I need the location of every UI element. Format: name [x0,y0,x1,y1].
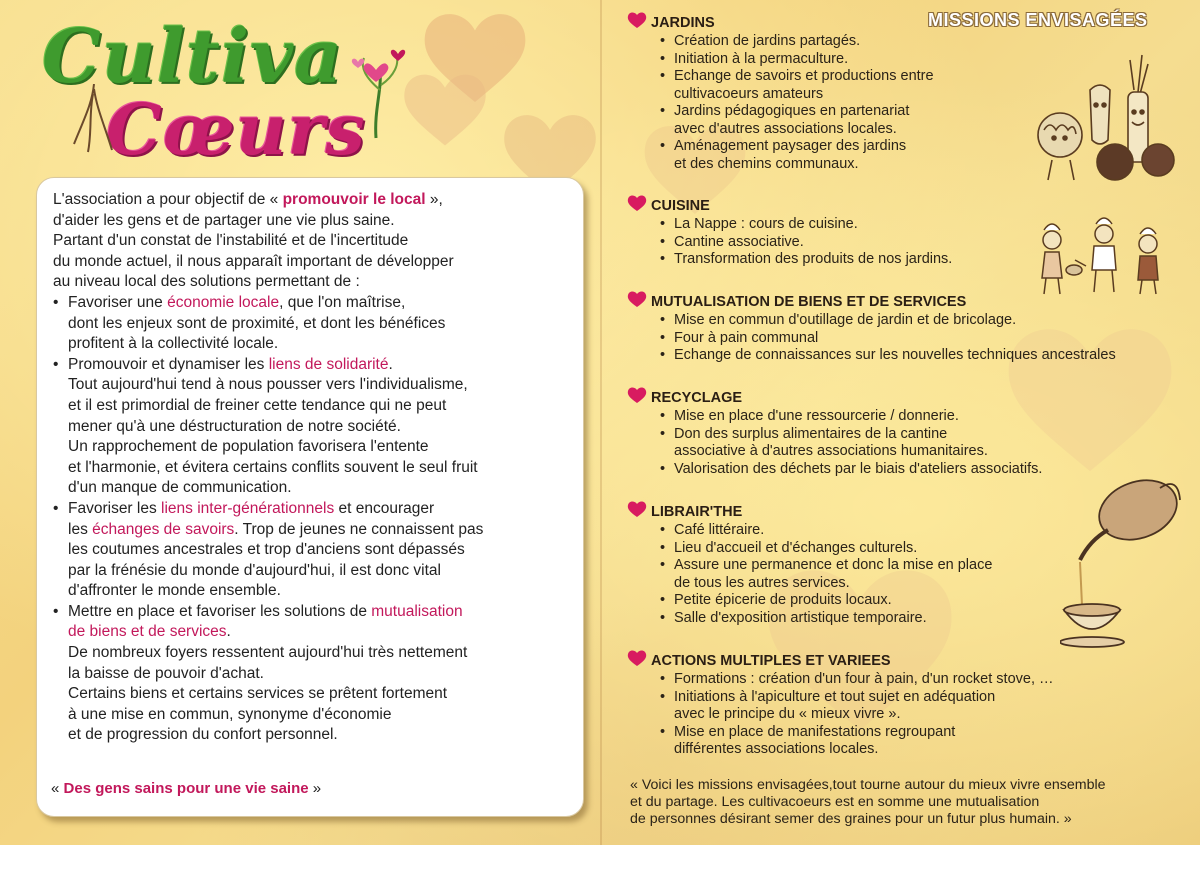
teapot-illustration [1060,470,1190,650]
list-item: • Mise en place d'une ressourcerie / donnerie. [660,408,1042,426]
cooks-illustration [1030,210,1170,296]
list-item: • Initiations à l'apiculture et tout sujet en adéquation avec le principe du « mieux vivre ». [660,689,1054,724]
slogan: « Des gens sains pour une vie saine » [51,780,322,798]
logo-word-cultiva: Cultiva [42,14,344,100]
section-jardins [626,14,934,173]
section-title: ACTIONS MULTIPLES ET VARIEES [651,653,891,669]
list-item: • Cantine associative. [660,234,952,252]
roots-icon [64,84,124,154]
heart-bullet-icon [626,385,648,405]
page-fold [600,0,602,845]
list-item: • Four à pain communal [660,330,1116,348]
list-item: • Echange de connaissances sur les nouvelles techniques ancestrales [660,347,1116,365]
highlight-echanges-savoirs: échanges de savoirs [92,520,235,538]
list-item: • Petite épicerie de produits locaux. [660,592,992,610]
heart-bullet-icon [626,193,648,213]
highlight-biens-services: de biens et de services [68,623,227,641]
section-recyclage [626,389,1042,478]
list-item: • Echange de savoirs et productions entre cultivacoeurs amateurs [660,68,934,103]
intro-line: L'association a pour objectif de « promouvoir le local », [53,191,443,208]
slogan-text: Des gens sains pour une vie saine [63,780,309,798]
logo-word-coeurs: Cœurs [106,88,366,171]
bullet-liens-solidarite: • Promouvoir et dynamiser les liens de solidarité. [53,355,393,373]
section-cuisine [626,197,952,269]
intro-text-box: L'association a pour objectif de « promouvoir le local », d'aider les gens et de partager une vie plus saine. Partant d'un constat de l'instabilité et de l'incertitude du monde actuel, il nous apparaît important de développer au niveau local des solutions permettant de : • Favoriser une économie locale, que l'on maîtrise, dont les enjeux sont de proximité, et dont les bénéfices profitent à la collectivité locale. • Promouvoir et dynamiser les liens de solidarité. Tout aujourd'hui tend à nous pousser vers l'individualisme, et il est primordial de freiner cette tendance qui ne peut mener qu'à une déstructuration de notre société. Un rapprochement de population favorisera l'entente et l'harmonie, et évitera certains conflits souvent le seul fruit d'un manque de communication. • Favoriser les liens inter-générationnels et encourager les échanges de savoirs. Trop de jeunes ne connaissent pas les coutumes ancestrales et trop d'anciens sont dépassés par la frénésie du monde d'aujourd'hui, il est donc vital d'affronter le monde ensemble. • Mettre en place et favoriser les solutions de mutualisation de biens et de services. De nombreux foyers ressentent aujourd'hui très nettement la baisse de pouvoir d'achat. Certains biens et certains services se prêtent fortement à une mise en commun, synonyme d'économie et de progression du confort personnel. « Des gens sains pour une vie saine » [36,177,584,817]
list-item: • Initiation à la permaculture. [660,51,934,69]
bullet-economie-locale: • Favoriser une économie locale, que l'on maîtrise, [53,293,406,311]
section-title: JARDINS [651,15,715,31]
list-item: • La Nappe : cours de cuisine. [660,216,952,234]
list-item: • Formations : création d'un four à pain, d'un rocket stove, … [660,671,1054,689]
section-title: MUTUALISATION DE BIENS ET DE SERVICES [651,294,967,310]
highlight-mutualisation: mutualisation [371,602,463,620]
highlight-promouvoir-local: promouvoir le local [282,191,426,208]
list-item: • Assure une permanence et donc la mise en place de tous les autres services. [660,557,992,592]
heart-bullet-icon [626,10,648,30]
vegetables-illustration [1030,50,1180,190]
list-item: • Transformation des produits de nos jardins. [660,251,952,269]
section-librairthe [626,503,992,627]
bullet-liens-intergenerationnels: • Favoriser les liens inter-générationnels et encourager [53,499,435,517]
sprout-heart-icon [346,40,416,140]
highlight-liens-solidarite: liens de solidarité [268,355,389,373]
missions-title: MISSIONS ENVISAGÉES [928,10,1148,30]
highlight-economie-locale: économie locale [167,293,280,311]
section-mutualisation [626,293,1116,365]
heart-bullet-icon [626,648,648,668]
intro-line: Partant d'un constat de l'instabilité et de l'incertitude [53,232,409,250]
closing-quote: « Voici les missions envisagées,tout tourne autour du mieux vivre ensemble et du partage. Les cultivacoeurs est en somme une mutualisation de personnes désirant semer des graines pour un futur plus humain. » [630,777,1106,827]
heart-bullet-icon [626,289,648,309]
highlight-liens-intergenerationnels: liens inter-générationnels [161,499,335,517]
section-title: LIBRAIR'THE [651,504,743,520]
intro-line: d'aider les gens et de partager une vie plus saine. [53,211,395,229]
list-item: • Aménagement paysager des jardins et des chemins communaux. [660,138,934,173]
logo [28,14,408,174]
section-title: RECYCLAGE [651,390,743,406]
list-item: • Jardins pédagogiques en partenariat avec d'autres associations locales. [660,103,934,138]
bullet-mutualisation: • Mettre en place et favoriser les solutions de mutualisation [53,602,463,620]
list-item: • Don des surplus alimentaires de la cantine associative à d'autres associations humanitaires. [660,426,1042,461]
list-item: • Salle d'exposition artistique temporaire. [660,610,992,628]
section-title: CUISINE [651,198,710,214]
list-item: • Création de jardins partagés. [660,33,934,51]
list-item: • Lieu d'accueil et d'échanges culturels. [660,540,992,558]
list-item: • Mise en place de manifestations regroupant différentes associations locales. [660,724,1054,759]
list-item: • Valorisation des déchets par le biais d'ateliers associatifs. [660,461,1042,479]
list-item: • Café littéraire. [660,522,992,540]
section-actions [626,652,1054,759]
list-item: • Mise en commun d'outillage de jardin et de bricolage. [660,312,1116,330]
intro-line: au niveau local des solutions permettant de : [53,273,360,291]
heart-bullet-icon [626,499,648,519]
intro-line: du monde actuel, il nous apparaît important de développer [53,252,454,270]
